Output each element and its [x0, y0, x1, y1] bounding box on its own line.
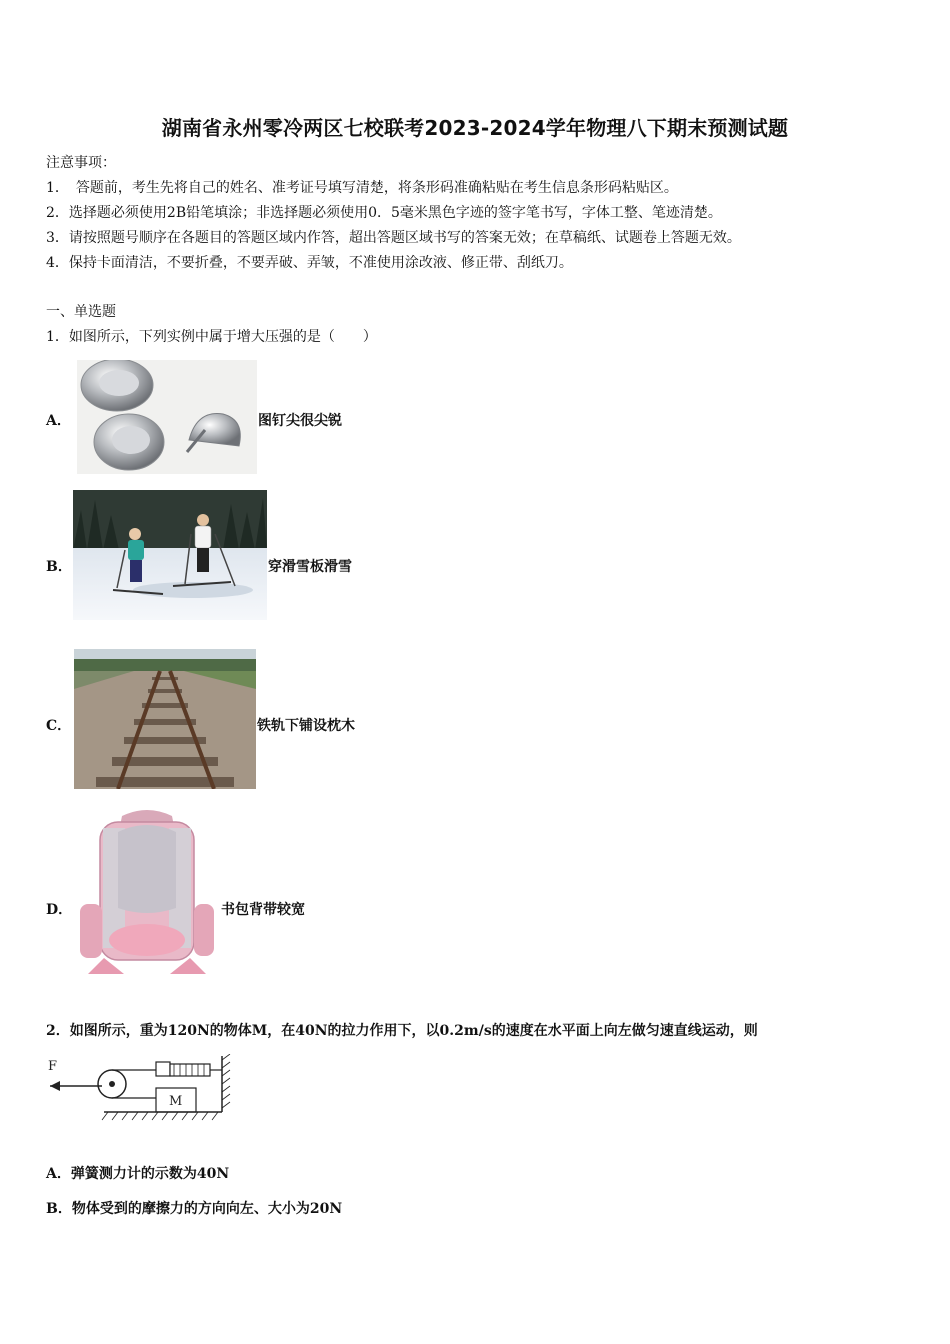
railway-image	[74, 649, 256, 789]
q2-option-b-label: B．	[46, 1201, 72, 1217]
notice-heading: 注意事项：	[46, 155, 116, 171]
notice-item-1: 1． 答题前，考生先将自己的姓名、准考证号填写清楚，将条形码准确粘贴在考生信息条形码粘贴区。	[46, 180, 678, 196]
option-b-text: 穿滑雪板滑雪	[268, 559, 352, 575]
question-1-stem: 1．如图所示，下列实例中属于增大压强的是（ ）	[46, 329, 377, 345]
backpack-image	[74, 808, 220, 978]
pulley-diagram	[44, 1054, 240, 1126]
option-d-text: 书包背带较宽	[221, 902, 305, 918]
question-2-option-a	[46, 1163, 229, 1183]
page-title: 湖南省永州零冷两区七校联考2023-2024学年物理八下期末预测试题	[161, 116, 789, 140]
notice-item-2: 2．选择题必须使用2B铅笔填涂；非选择题必须使用0．5毫米黑色字迹的签字笔书写，字体工整、笔迹清楚。	[46, 205, 722, 221]
thumbtack-image	[77, 360, 257, 474]
option-c-text: 铁轨下铺设枕木	[257, 718, 355, 734]
notice-item-4: 4．保持卡面清洁，不要折叠，不要弄破、弄皱，不准使用涂改液、修正带、刮纸刀。	[46, 255, 573, 271]
force-label: F	[48, 1059, 58, 1074]
q2-option-b-text: 物体受到的摩擦力的方向向左、大小为20N	[71, 1201, 343, 1217]
notice-item-3: 3．请按照题号顺序在各题目的答题区域内作答，超出答题区域书写的答案无效；在草稿纸、试题卷上答题无效。	[46, 230, 741, 246]
question-2-stem: 2．如图所示，重为120N的物体M，在40N的拉力作用下，以0.2m/s的速度在水平面上向左做匀速直线运动，则	[46, 1023, 758, 1039]
question-2-option-b	[46, 1198, 342, 1218]
q2-option-a-text: 弹簧测力计的示数为40N	[70, 1166, 230, 1182]
option-b-label: B．	[46, 559, 72, 575]
q2-option-a-label: A．	[46, 1166, 71, 1182]
option-a-label: A．	[46, 413, 71, 429]
skiing-image	[73, 490, 267, 620]
option-a-text: 图钉尖很尖锐	[258, 413, 342, 429]
option-d-label: D．	[46, 902, 73, 918]
option-c-label: C．	[46, 718, 72, 734]
section-heading: 一、单选题	[46, 304, 116, 320]
block-label: M	[169, 1094, 183, 1109]
